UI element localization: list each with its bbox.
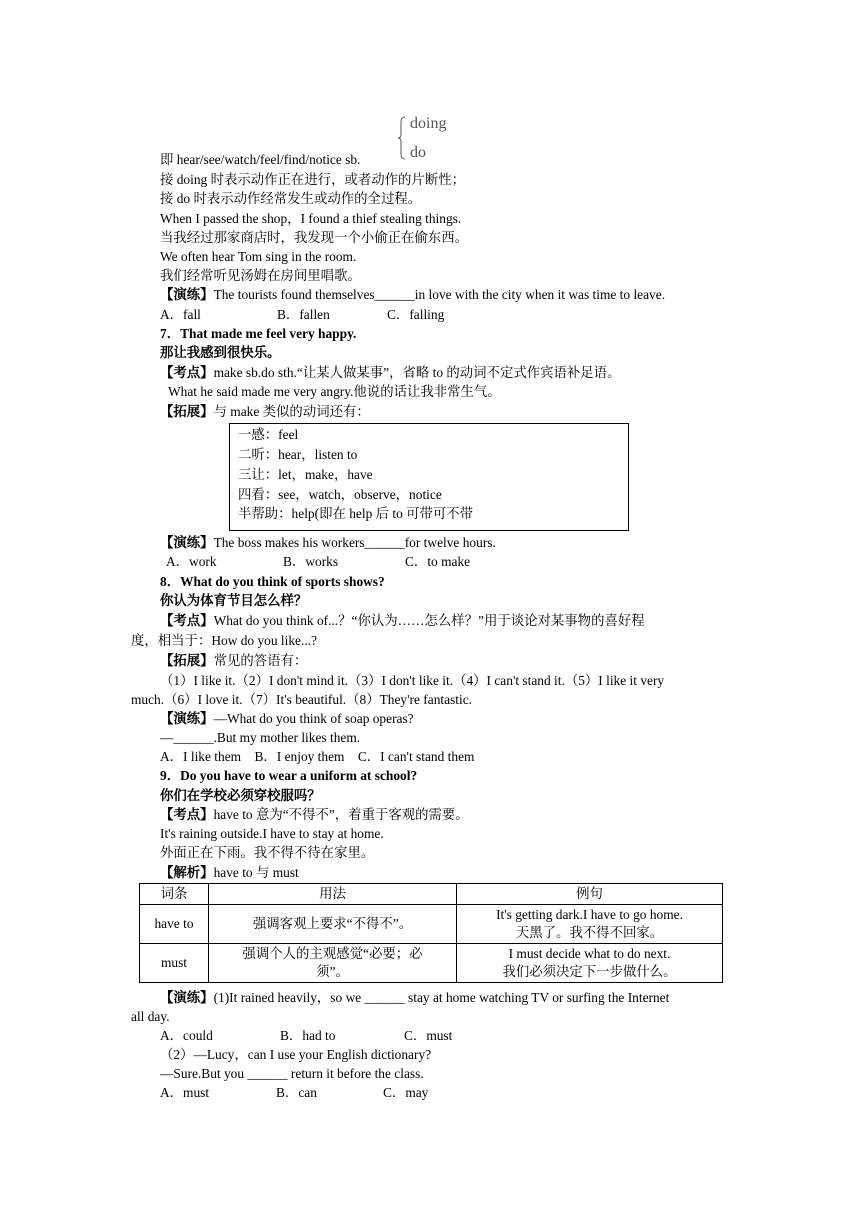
point-text: have to 意为“不得不”，着重于客观的需要。: [213, 807, 469, 822]
practice-question-1-cont: all day.: [131, 1009, 170, 1024]
box-line: 四看：see，watch，observe，notice: [238, 487, 442, 502]
example-zh: 天黑了。我不得不回家。: [515, 925, 664, 940]
section-7-title-zh: 那让我感到很快乐。: [160, 345, 281, 360]
pattern-line: 即 hear/see/watch/feel/find/notice sb.: [160, 152, 361, 167]
analysis-text: have to 与 must: [213, 865, 299, 880]
point-text: What do you think of...？“你认为……怎么样？”用于谈论对某事物的喜好程: [213, 613, 645, 628]
section-8-practice: [160, 710, 414, 728]
section-7-example: What he said made me very angry.他说的话让我非常生气。: [168, 384, 501, 399]
comparison-table: [139, 883, 723, 983]
example-1-zh: 当我经过那家商店时，我发现一个小偷正在偷东西。: [160, 230, 468, 245]
section-7-title: 7．That made me feel very happy.: [160, 326, 357, 341]
answers-line-1: （1）I like it.（2）I don't mind it.（3）I don't like it.（4）I can't stand it.（5）I like it very: [160, 673, 665, 688]
box-line: 三让：let，make，have: [238, 467, 373, 482]
section-9-point: [160, 806, 469, 824]
q2-option-b: B．can: [276, 1085, 317, 1100]
extension-text: 常见的答语有：: [213, 653, 308, 668]
rule-doing: 接 doing 时表示动作正在进行，或者动作的片断性；: [160, 172, 466, 187]
section-8-extension: [160, 652, 307, 670]
practice-tag: 【演练】: [160, 990, 214, 1005]
cell-usage: [209, 905, 457, 944]
example-2-zh: 我们经常听见汤姆在房间里唱歌。: [160, 268, 361, 283]
practice-options: A．I like them B．I enjoy them C．I can't stand them: [160, 749, 475, 764]
extension-text: 与 make 类似的动词还有：: [213, 404, 370, 419]
cell-term: must: [140, 944, 209, 983]
practice-tag: 【演练】: [160, 287, 214, 302]
table-row: [140, 944, 723, 983]
section-8-point-cont: 度，相当于：How do you like...?: [131, 633, 317, 648]
section-9-practice: [160, 989, 669, 1007]
cell-example: [457, 944, 723, 983]
section-9-title: 9．Do you have to wear a uniform at school?: [160, 768, 418, 783]
point-text: make sb.do sth.“让某人做某事”，省略 to 的动词不定式作宾语补足语。: [213, 365, 621, 380]
section-7-point: [160, 364, 620, 382]
example-en: It's getting dark.I have to go home.: [496, 907, 683, 922]
practice-option-b: B．fallen: [277, 307, 330, 322]
practice-question-2: （2）—Lucy，can I use your English dictionary?: [160, 1047, 432, 1062]
header-term: 词条: [140, 884, 209, 905]
cell-term: have to: [140, 905, 209, 944]
practice-option-c: C．to make: [405, 554, 471, 569]
table-header-row: [140, 884, 723, 905]
practice-question-2: —______.But my mother likes them.: [160, 730, 361, 745]
brace-icon: [398, 116, 406, 160]
q1-option-a: A．could: [160, 1028, 213, 1043]
section-9-title-zh: 你们在学校必须穿校服吗？: [160, 788, 321, 803]
similar-verbs-box: [229, 423, 629, 531]
example-2-en: We often hear Tom sing in the room.: [160, 249, 357, 264]
example-1-en: When I passed the shop，I found a thief stealing things.: [160, 211, 462, 226]
example-zh: 我们必须决定下一步做什么。: [502, 964, 677, 979]
practice-question-1: (1)It rained heavily，so we ______ stay at home watching TV or surfing the Internet: [213, 990, 670, 1005]
header-usage: 用法: [209, 884, 457, 905]
practice-question: The tourists found themselves______in love with the city when it was time to leave.: [213, 287, 666, 302]
practice-option-a: A．work: [166, 554, 217, 569]
section-8-title: 8．What do you think of sports shows?: [160, 574, 385, 589]
point-tag: 【考点】: [160, 807, 214, 822]
usage-line: 须”。: [316, 964, 349, 979]
practice-tag: 【演练】: [160, 711, 214, 726]
section-8-title-zh: 你认为体育节目怎么样？: [160, 593, 308, 608]
brace-option-do: do: [410, 144, 426, 161]
cell-usage: [209, 944, 457, 983]
analysis-tag: 【解析】: [160, 865, 214, 880]
point-tag: 【考点】: [160, 365, 214, 380]
extension-tag: 【拓展】: [160, 404, 214, 419]
practice-option-b: B．works: [283, 554, 339, 569]
header-example: 例句: [457, 884, 723, 905]
usage-line: 强调个人的主观感觉“必要；必: [242, 946, 423, 961]
section-7-practice: [160, 534, 496, 552]
q2-option-c: C．may: [383, 1085, 429, 1100]
table-row: [140, 905, 723, 944]
section-8-point: [160, 612, 645, 630]
section-9-analysis: [160, 864, 299, 882]
section-9-example-zh: 外面正在下雨。我不得不待在家里。: [160, 845, 375, 860]
practice-question: The boss makes his workers______for twelve hours.: [213, 535, 496, 550]
rule-do: 接 do 时表示动作经常发生或动作的全过程。: [160, 191, 422, 206]
practice-question: —What do you think of soap operas?: [213, 711, 414, 726]
q1-option-c: C．must: [404, 1028, 453, 1043]
extension-tag: 【拓展】: [160, 653, 214, 668]
practice-option-a: A．fall: [160, 307, 201, 322]
section-7-extension: [160, 403, 370, 421]
q2-option-a: A．must: [160, 1085, 210, 1100]
answers-line-2: much.（6）I love it.（7）It's beautiful.（8）They're fantastic.: [131, 692, 472, 707]
usage-line: 强调客观上要求“不得不”。: [252, 916, 413, 931]
box-line: 二听：hear，listen to: [238, 447, 358, 462]
practice-intro: [160, 286, 665, 304]
box-line: 一感：feel: [238, 427, 299, 442]
point-tag: 【考点】: [160, 613, 214, 628]
q1-option-b: B．had to: [280, 1028, 336, 1043]
brace-option-doing: doing: [410, 115, 447, 132]
cell-example: [457, 905, 723, 944]
example-en: I must decide what to do next.: [508, 946, 671, 961]
section-9-example-en: It's raining outside.I have to stay at home.: [160, 826, 384, 841]
practice-question-2-cont: —Sure.But you ______ return it before the class.: [160, 1066, 424, 1081]
box-line: 半帮助：help(即在 help 后 to 可带可不带: [238, 506, 474, 521]
practice-option-c: C．falling: [387, 307, 445, 322]
practice-tag: 【演练】: [160, 535, 214, 550]
